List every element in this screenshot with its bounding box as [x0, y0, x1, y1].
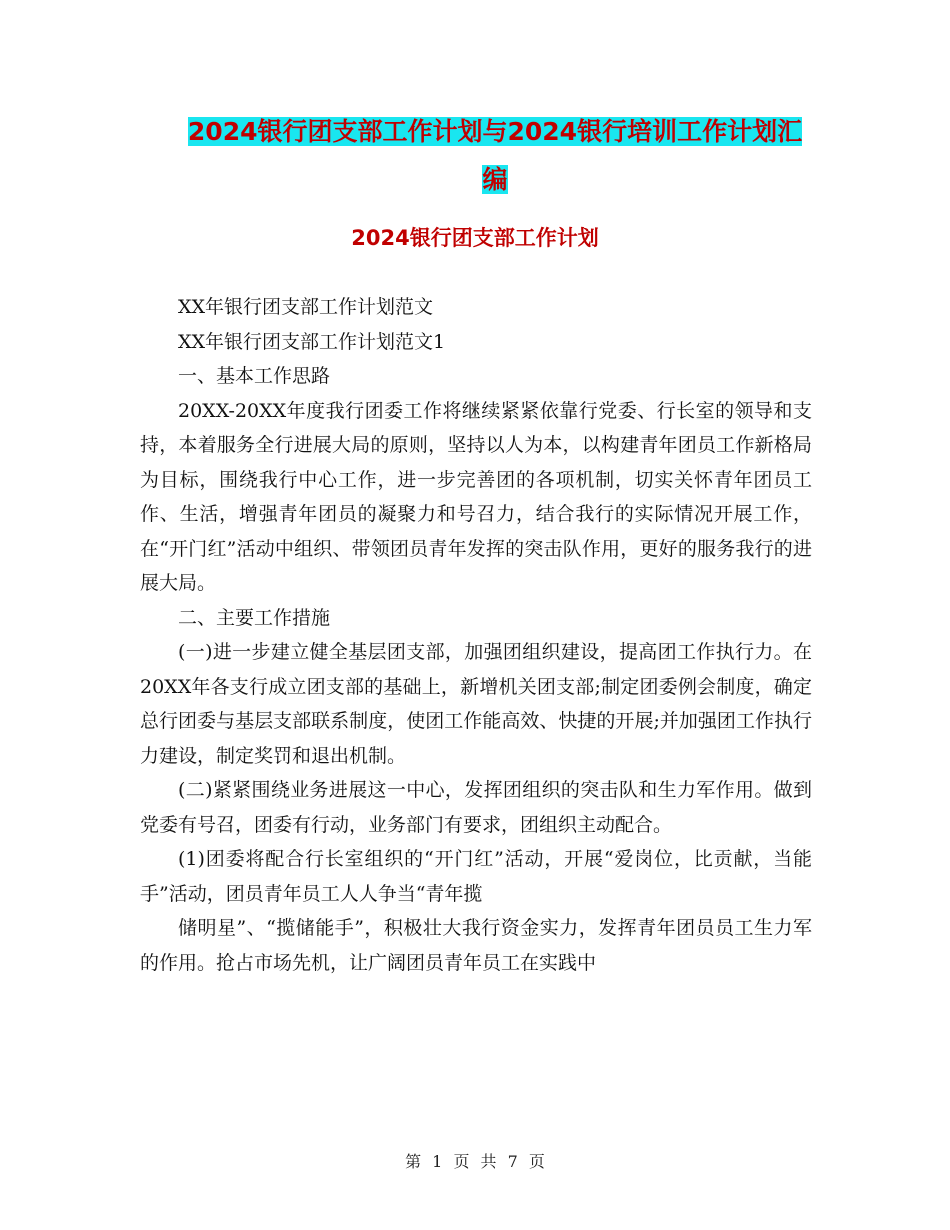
paragraph: (一)进一步建立健全基层团支部，加强团组织建设，提高团工作执行力。在20XX年各支行成立团支部的基础上，新增机关团支部;制定团委例会制度，确定总行团委与基层支部联系制度，使团工作能高效、快捷的开展;并加强团工作执行力建设，制定奖罚和退出机制。: [140, 641, 812, 767]
paragraph: 二、主要工作措施: [178, 606, 331, 629]
title-line-1: 2024银行团支部工作计划与2024银行培训工作计划汇: [187, 117, 803, 146]
paragraph: 储明星”、“揽储能手”，积极壮大我行资金实力，发挥青年团员员工生力军的作用。抢占市场先机，让广阔团员青年员工在实践中: [140, 917, 812, 974]
paragraph: XX年银行团支部工作计划范文1: [178, 330, 446, 353]
section-title: 2024银行团支部工作计划: [351, 226, 599, 250]
title-line-2: 编: [482, 165, 508, 194]
paragraph: (二)紧紧围绕业务进展这一中心，发挥团组织的突击队和生力军作用。做到党委有号召，团委有行动，业务部门有要求，团组织主动配合。: [140, 779, 812, 836]
paragraph: (1)团委将配合行长室组织的“开门红”活动，开展“爱岗位，比贡献，当能手”活动，团员青年员工人人争当“青年揽: [140, 848, 812, 905]
page-footer: 第 1 页 共 7 页: [405, 1152, 545, 1171]
paragraph: XX年银行团支部工作计划范文: [178, 296, 434, 318]
paragraph: 20XX-20XX年度我行团委工作将继续紧紧依靠行党委、行长室的领导和支持，本着服务全行进展大局的原则，坚持以人为本，以构建青年团员工作新格局为目标，围绕我行中心工作，进一步完善团的各项机制，切实关怀青年团员工作、生活，增强青年团员的凝聚力和号召力，结合我行的实际情况开展工作，在“开门红”活动中组织、带领团员青年发挥的突击队作用，更好的服务我行的进展大局。: [140, 399, 812, 594]
document-title: [140, 108, 850, 204]
document-body: [140, 290, 812, 980]
paragraph: 一、基本工作思路: [178, 365, 331, 387]
